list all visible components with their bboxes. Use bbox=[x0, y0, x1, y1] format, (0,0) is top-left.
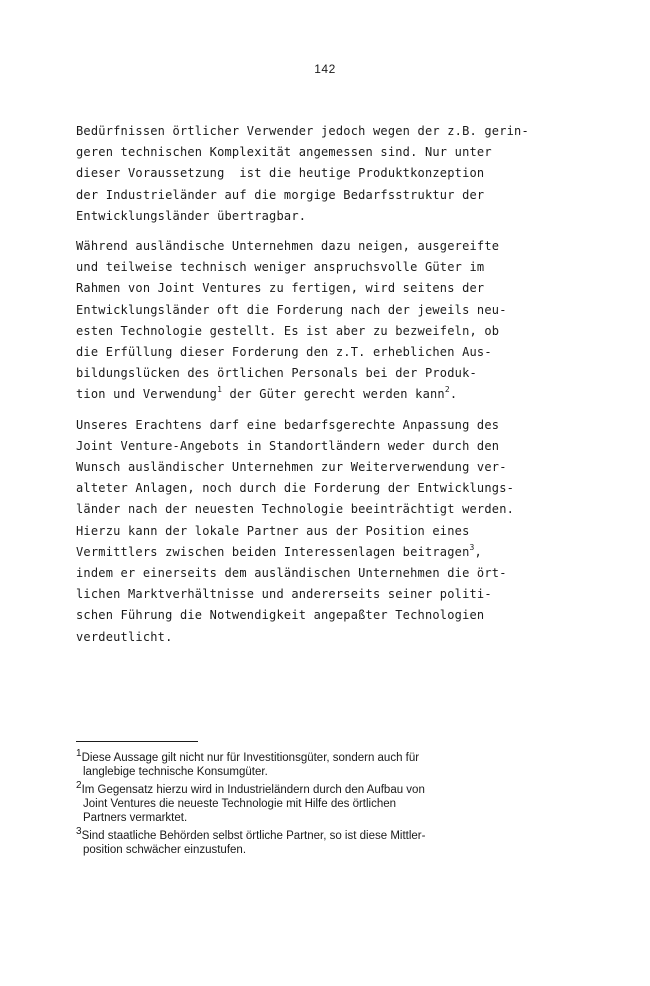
text-line: und teilweise technisch weniger anspruchsvolle Güter im bbox=[76, 260, 485, 275]
text-line: alteter Anlagen, noch durch die Forderung der Entwicklungs- bbox=[76, 481, 515, 496]
footnote-mark: 1 bbox=[76, 748, 82, 760]
footnote-1 bbox=[76, 748, 596, 779]
footnote-separator bbox=[76, 741, 198, 742]
footnote-line bbox=[76, 826, 596, 843]
text-segment: , bbox=[474, 544, 482, 559]
text-line: die Erfüllung dieser Forderung den z.T. erheblichen Aus- bbox=[76, 345, 492, 360]
text-segment: Vermittlers zwischen beiden Interessenlagen beitragen bbox=[76, 544, 470, 559]
footnote-mark: 2 bbox=[76, 780, 82, 792]
footnote-line bbox=[76, 748, 596, 765]
text-line: Rahmen von Joint Ventures zu fertigen, wird seitens der bbox=[76, 281, 485, 296]
text-line: verdeutlicht. bbox=[76, 629, 173, 644]
text-line: der Industrieländer auf die morgige Bedarfsstruktur der bbox=[76, 187, 485, 202]
text-line: schen Führung die Notwendigkeit angepaßter Technologien bbox=[76, 608, 485, 623]
text-line: lichen Marktverhältnisse und andererseits seiner politi- bbox=[76, 587, 492, 602]
footnote-text: Diese Aussage gilt nicht nur für Investitionsgüter, sondern auch für bbox=[81, 752, 420, 764]
text-line: indem er einerseits dem ausländischen Unternehmen die ört- bbox=[76, 566, 507, 581]
text-line: Joint Venture-Angebots in Standortländern weder durch den bbox=[76, 438, 500, 453]
page-number: 142 bbox=[314, 62, 336, 76]
footnotes bbox=[76, 748, 596, 861]
text-line: Während ausländische Unternehmen dazu neigen, ausgereifte bbox=[76, 239, 500, 254]
text-segment: der Güter gerecht werden kann bbox=[222, 387, 445, 402]
footnote-text: Sind staatliche Behörden selbst örtliche Partner, so ist diese Mittler- bbox=[81, 830, 426, 842]
footnote-line bbox=[76, 780, 596, 797]
footnote-line: langlebige technische Konsumgüter. bbox=[83, 766, 268, 778]
text-line: Wunsch ausländischer Unternehmen zur Weiterverwendung ver- bbox=[76, 460, 507, 475]
footnote-2 bbox=[76, 780, 596, 825]
text-line: Bedürfnissen örtlicher Verwender jedoch wegen der z.B. gerin- bbox=[76, 124, 529, 138]
text-line: länder nach der neuesten Technologie beeinträchtigt werden. bbox=[76, 502, 515, 517]
footnote-line: position schwächer einzustufen. bbox=[83, 844, 247, 856]
text-segment: . bbox=[449, 387, 458, 402]
footnote-text: Im Gegensatz hierzu wird in Industrieländern durch den Aufbau von bbox=[81, 784, 425, 796]
body-text bbox=[76, 121, 576, 657]
text-line: Entwicklungsländer oft die Forderung nach der jeweils neu- bbox=[76, 302, 507, 317]
text-line: bildungslücken des örtlichen Personals bei der Produk- bbox=[76, 366, 477, 381]
text-line: Entwicklungsländer übertragbar. bbox=[76, 208, 307, 223]
text-line: Unseres Erachtens darf eine bedarfsgerechte Anpassung des bbox=[76, 417, 500, 432]
footnote-reference-1[interactable]: 1 bbox=[217, 385, 223, 395]
paragraph-2 bbox=[76, 236, 576, 406]
text-line: geren technischen Komplexität angemessen sind. Nur unter bbox=[76, 145, 492, 160]
footnote-line: Partners vermarktet. bbox=[83, 812, 188, 824]
footnote-reference-3[interactable]: 3 bbox=[469, 542, 475, 552]
footnote-mark: 3 bbox=[76, 826, 82, 838]
text-line: dieser Voraussetzung ist die heutige Produktkonzeption bbox=[76, 166, 485, 181]
footnote-line: Joint Ventures die neueste Technologie mit Hilfe des örtlichen bbox=[83, 798, 397, 810]
text-segment: tion und Verwendung bbox=[76, 387, 218, 402]
paragraph-1 bbox=[76, 121, 576, 227]
text-line: Hierzu kann der lokale Partner aus der Position eines bbox=[76, 523, 470, 538]
text-line bbox=[76, 384, 576, 405]
text-line: esten Technologie gestellt. Es ist aber zu bezweifeln, ob bbox=[76, 323, 500, 338]
paragraph-3 bbox=[76, 415, 576, 648]
footnote-3 bbox=[76, 826, 596, 857]
footnote-reference-2[interactable]: 2 bbox=[444, 385, 450, 395]
text-line bbox=[76, 542, 576, 563]
